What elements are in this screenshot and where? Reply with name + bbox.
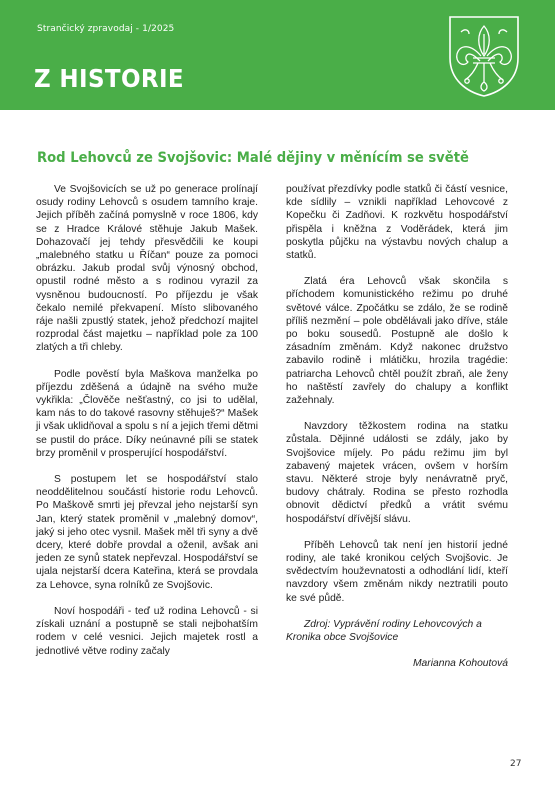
header-banner xyxy=(0,0,555,110)
article-paragraph: Noví hospodáři - teď už rodina Lehovců - si získali uznání a postupně se stali nejbohatším rodem v celé vesnici. Jejich majetek rostl a jednotlivé větve rodiny začaly xyxy=(36,605,258,657)
article-title: Rod Lehovců ze Svojšovic: Malé dějiny v měnícím se světě xyxy=(37,150,469,166)
article-author: Marianna Kohoutová xyxy=(412,658,508,670)
article-paragraph: Zlatá éra Lehovců však skončila s příchodem komunistického režimu po druhé světové válce. Zpočátku se zdálo, že se rodině příliš nezmění – pole obdělávali jako dříve, stále po boku sousedů. Postupně ale došlo k zásadním změnám. Když nakonec družstvo zabavilo rodině i mlátičku, hrozila tragédie: patriarcha Lehovců chtěl použít zbraň, ale ženy ho naštěstí zavřely do chalupy a konflikt zažehnaly. xyxy=(286,276,508,407)
article-column-left xyxy=(36,183,258,671)
article-column-right xyxy=(286,183,508,671)
article-paragraph: Příběh Lehovců tak není jen historií jedné rodiny, ale také kronikou celých Svojšovic. Je svědectvím houževnatosti a odhodlání lidí, kteří navzdory všem změnám nikdy neztratili pouto ke své půdě. xyxy=(286,539,508,604)
newsletter-issue-label: Strančický zpravodaj - 1/2025 xyxy=(37,24,175,34)
article-paragraph: Navzdory těžkostem rodina na statku zůstala. Dějinné události se zdály, jako by Svojšovice míjely. Po pádu režimu jim byl zabavený majetek vrácen, ovšem v horším stavu. Některé stroje byly nenávratně pryč, budovy chátraly. Rodina se přesto rozhodla obnovit dědictví předků a vrátit svému hospodářství dřívější slávu. xyxy=(286,421,508,525)
page-number: 27 xyxy=(510,759,522,769)
article-paragraph: Ve Svojšovicích se už po generace prolínají osudy rodiny Lehovců s osudem tamního kraje. Jejich příběh začíná pomyslně v roce 1806, kdy se z Hradce Králové stěhuje Jakub Mašek. Dohazovačí jej tehdy přesvědčili ke koupi „malebného statku u Říčan“ pouze za pomoci obrázku. Jakub prodal svůj výnosný obchod, opustil rodné město a s rodinou vyrazil za vysněnou budoucností. Po příjezdu je však čekalo nemilé překvapení. Místo slibovaného ráje našli zpustlý statek, jehož předchozí majitel rozprodal část majetku – například pole za 100 zlatých a tři chleby. xyxy=(36,184,258,354)
article-paragraph: používat přezdívky podle statků či částí vesnice, kde sídlily – vznikli například Lehovcové z Kopečku či Zadňovi. K rozkvětu hospodářství přispěla i kněžna z Voděrádek, která jim poskytla půjčku na výstavbu nových chalup a statků. xyxy=(286,184,508,262)
article-paragraph: S postupem let se hospodářství stalo neoddělitelnou součástí historie rodu Lehovců. Po Maškově smrti jej převzal jeho nejstarší syn Jan, který statek proměnil v „malebný domov“, jaký si jeho otec vysnil. Mašek měl tři syny a dvě dcery, které dobře provdal a oženil, avšak ani jeden ze synů statek nepřevzal. Hospodářství se ujala nejstarší dcera Kateřina, která se provdala za Lehovce, syna rolníků ze Svojšovic. xyxy=(36,474,258,591)
article-source: Zdroj: Vyprávění rodiny Lehovcových a Kronika obce Svojšovice xyxy=(286,618,482,644)
lily-coat-of-arms-icon xyxy=(447,14,521,98)
section-title: Z HISTORIE xyxy=(34,64,184,93)
article-paragraph: Podle pověstí byla Maškova manželka po příjezdu zděšená a údajně na svého muže vykřikla: „Člověče nešťastný, co jsi to udělal, kam nás to do takové rasovny stěhuješ?“ Mašek ji však uklidňoval a spolu s ní a jejich třemi dětmi se pustil do práce. Díky neúnavné píli se statek brzy proměnil v prosperující hospodářství. xyxy=(36,368,258,459)
